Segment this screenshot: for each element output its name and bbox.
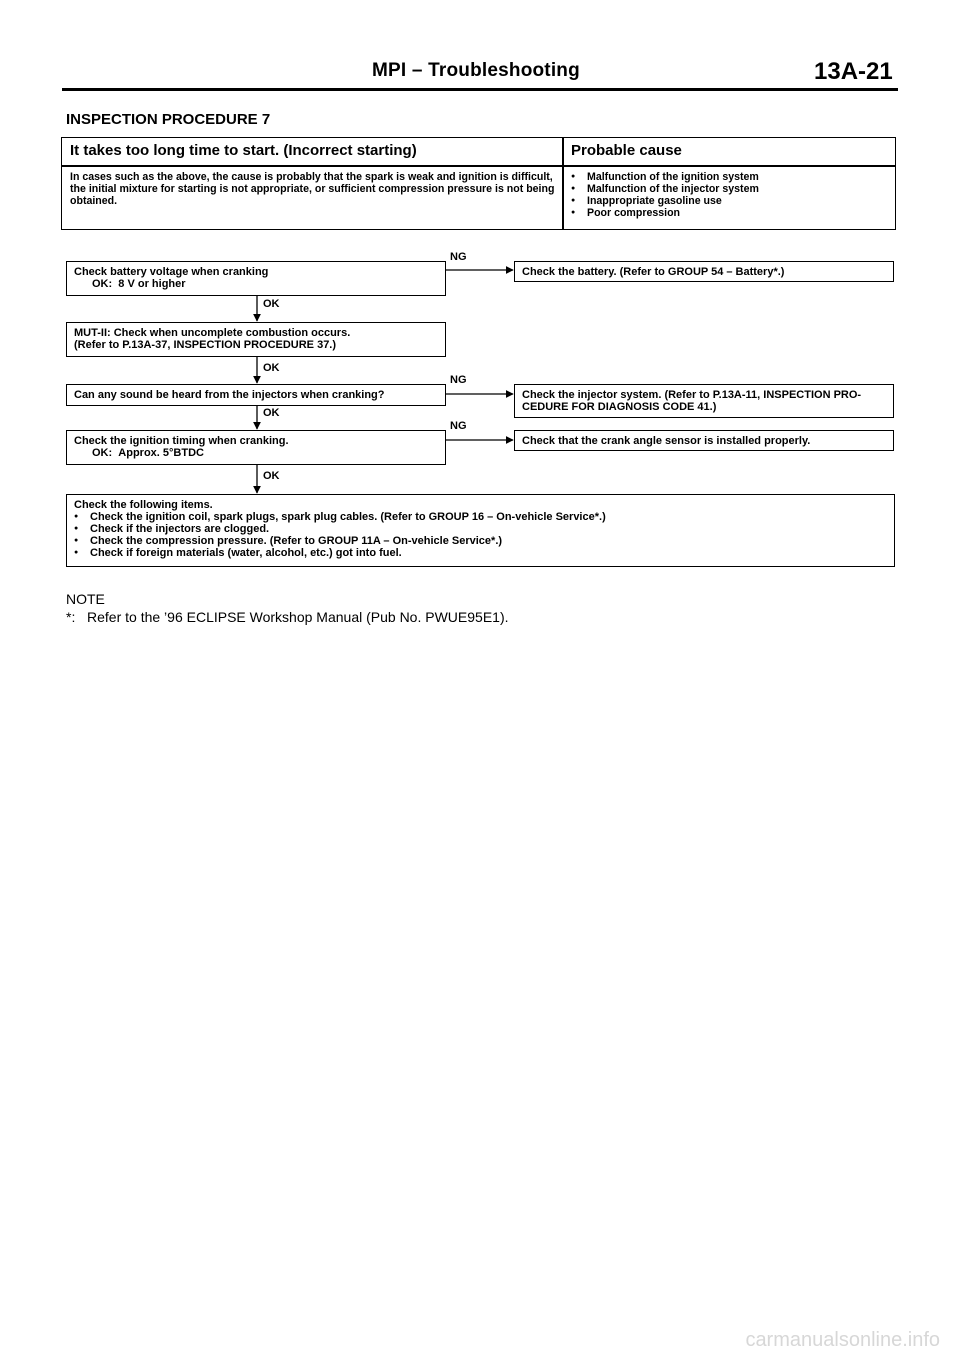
ng-label: NG	[450, 420, 467, 432]
probable-cause-heading: Probable cause	[571, 142, 682, 159]
step-text: (Refer to P.13A-37, INSPECTION PROCEDURE 37.)	[74, 339, 337, 351]
check-battery-box	[514, 261, 894, 282]
ok-criteria	[74, 447, 438, 459]
ng-label: NG	[450, 251, 467, 263]
crank-angle-sensor-box	[514, 430, 894, 451]
check-item: ● Check the compression pressure. (Refer to GROUP 11A – On-vehicle Service*.)	[74, 535, 887, 547]
check-injector-system-box	[514, 384, 894, 418]
ignition-timing-box	[66, 430, 446, 465]
step-text: Check that the crank angle sensor is installed properly.	[522, 435, 811, 447]
ok-criteria-label: OK:	[92, 278, 113, 290]
check-item: ● Check if foreign materials (water, alcohol, etc.) got into fuel.	[74, 547, 887, 559]
step-text: Check the injector system. (Refer to P.13A-11, INSPECTION PRO-	[522, 389, 862, 401]
ok-criteria-value: 8 V or higher	[118, 278, 186, 290]
ok-criteria-label: OK:	[92, 447, 113, 459]
step-text: Check the ignition timing when cranking.	[74, 435, 289, 447]
check-battery-voltage-box	[66, 261, 446, 296]
ok-label: OK	[263, 470, 280, 482]
watermark: carmanualsonline.info	[745, 1329, 940, 1351]
step-text: Check battery voltage when cranking	[74, 266, 269, 278]
cause-item: ● Malfunction of the injector system	[571, 183, 759, 195]
step-text: Check the battery. (Refer to GROUP 54 – Battery*.)	[522, 266, 785, 278]
cause-item: ● Poor compression	[571, 207, 759, 219]
section-title: MPI – Troubleshooting	[372, 60, 580, 81]
symptom-heading: It takes too long time to start. (Incorrect starting)	[70, 142, 417, 159]
step-text: Check the following items.	[74, 499, 213, 511]
step-text: CEDURE FOR DIAGNOSIS CODE 41.)	[522, 401, 717, 413]
check-following-items-box	[66, 494, 895, 567]
check-item: ● Check if the injectors are clogged.	[74, 523, 887, 535]
symptom-description: In cases such as the above, the cause is probably that the spark is weak and ignition is difficult, the initial mixture for starting is not appropriate, or sufficient compression pressure is not being obtained.	[70, 171, 555, 207]
check-item: ● Check the ignition coil, spark plugs, spark plug cables. (Refer to GROUP 16 – On-vehicle Service*.)	[74, 511, 887, 523]
note-heading: NOTE	[66, 591, 105, 607]
ok-criteria	[74, 278, 438, 290]
page-number: 13A-21	[814, 58, 893, 85]
ok-criteria-value: Approx. 5°BTDC	[118, 447, 204, 459]
ng-label: NG	[450, 374, 467, 386]
cause-item: ● Inappropriate gasoline use	[571, 195, 759, 207]
ok-label: OK	[263, 362, 280, 374]
check-items-list	[74, 511, 887, 559]
step-text: Can any sound be heard from the injectors when cranking?	[74, 389, 385, 401]
ok-label: OK	[263, 298, 280, 310]
cause-item: ● Malfunction of the ignition system	[571, 171, 759, 183]
mut-ii-check-box	[66, 322, 446, 357]
injector-sound-box	[66, 384, 446, 406]
ok-label: OK	[263, 407, 280, 419]
procedure-title: INSPECTION PROCEDURE 7	[66, 111, 271, 128]
note-text: *: Refer to the ’96 ECLIPSE Workshop Manual (Pub No. PWUE95E1).	[66, 609, 509, 625]
step-text: MUT-II: Check when uncomplete combustion occurs.	[74, 327, 351, 339]
